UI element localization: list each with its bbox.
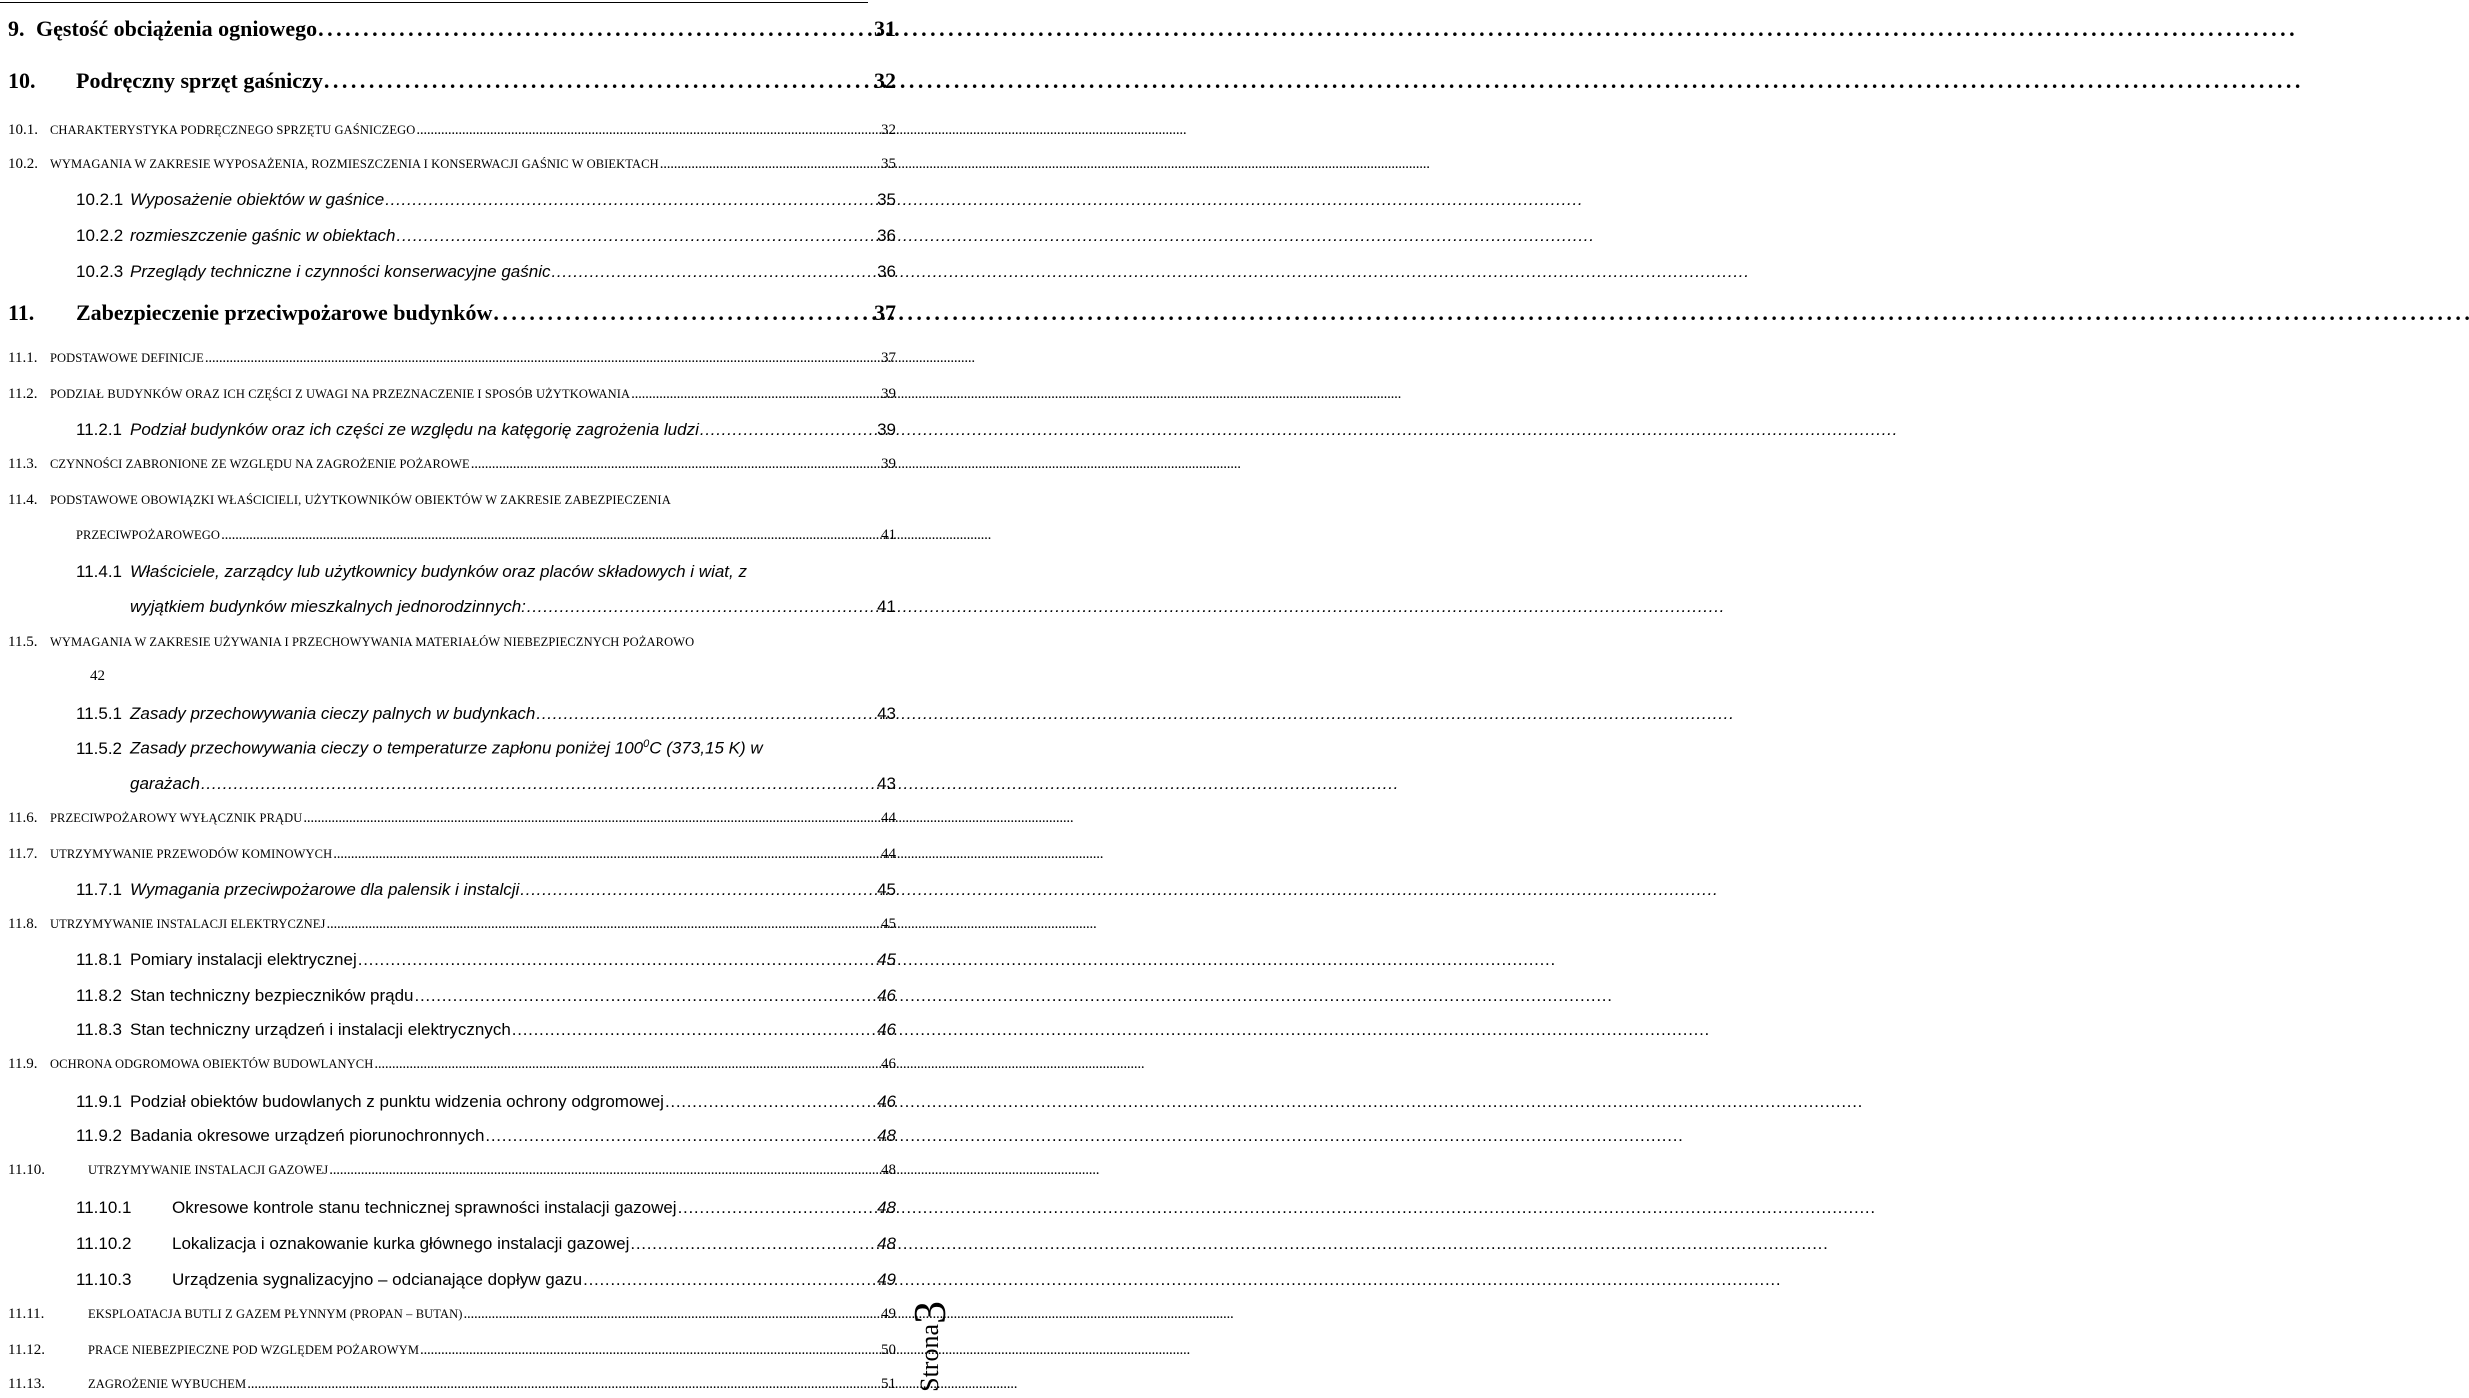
toc-leader-dots (221, 527, 880, 544)
toc-leader-dots (631, 386, 880, 403)
toc-entry-title: Właściciele, zarządcy lub użytkownicy budynków oraz placów składowych i wiat, z (130, 562, 747, 581)
toc-leader-dots (324, 68, 873, 94)
toc-entry-title-continuation: PRZECIWPOŻAROWEGO (76, 528, 221, 542)
toc-entry-page: 49 (881, 1306, 896, 1322)
toc-entry-title: Zasady przechowywania cieczy palnych w budynkach (130, 704, 536, 723)
toc-leader-dots (329, 1162, 880, 1179)
toc-entry-title: Podział budynków oraz ich części ze względu na katęgorię zagrożenia ludzi (130, 420, 699, 439)
toc-entry-page: 39 (877, 420, 896, 439)
toc-entry-page: 39 (881, 456, 896, 472)
toc-entry-continuation[interactable] (130, 774, 896, 794)
toc-entry-number: 11.10. (8, 1162, 45, 1178)
superscript-degree: 0 (643, 738, 650, 750)
toc-entry-title: Wyposażenie obiektów w gaśnice (130, 190, 385, 209)
toc-leader-dots (416, 122, 880, 139)
toc-entry-number: 11.12. (8, 1342, 45, 1358)
toc-leader-dots (420, 1342, 880, 1359)
toc-entry-title: Wymagania przeciwpożarowe dla palensik i instalcji (130, 880, 520, 899)
toc-entry-title-part: C (373,15 K) w (649, 738, 763, 758)
toc-entry-number: 11.7. (8, 846, 38, 862)
toc-entry-page: 36 (877, 226, 896, 245)
toc-entry-page: 41 (881, 527, 896, 543)
toc-entry-page: 48 (881, 1162, 896, 1178)
page-footer-sidebar (903, 1301, 956, 1392)
toc-entry-title: PODSTAWOWE DEFINICJE (50, 351, 204, 365)
toc-entry[interactable] (76, 1092, 896, 1112)
toc-entry-number: 9. (8, 16, 25, 41)
toc-entry-title: Gęstość obciążenia ogniowego (36, 16, 318, 41)
toc-entry[interactable] (8, 492, 896, 509)
toc-entry-page: 43 (877, 704, 896, 723)
toc-entry[interactable] (8, 1306, 896, 1323)
toc-entry-page: 42 (90, 668, 105, 684)
toc-entry-title: Zabezpieczenie przeciwpożarowe budynków (76, 300, 493, 325)
toc-entry[interactable] (76, 190, 896, 210)
toc-entry[interactable] (8, 810, 896, 827)
toc-entry-page: 49 (877, 1270, 896, 1289)
toc-entry-number: 10.1. (8, 122, 38, 138)
toc-entry-number: 10.2.3 (76, 262, 124, 281)
toc-leader-dots (415, 986, 877, 1006)
toc-entry-title: WYMAGANIA W ZAKRESIE UŻYWANIA I PRZECHOWYWANIA MATERIAŁÓW NIEBEZPIECZNYCH POŻAROWO (50, 635, 695, 649)
toc-leader-dots (527, 597, 876, 617)
page-number: 3 (904, 1301, 955, 1325)
toc-entry-page: 46 (881, 1056, 896, 1072)
toc-leader-dots (205, 350, 880, 367)
toc-entry-title: Lokalizacja i oznakowanie kurka głównego instalacji gazowej (172, 1234, 630, 1253)
toc-entry-title: Urządzenia sygnalizacyjno – odcianające dopływ gazu (172, 1270, 583, 1289)
toc-entry-number: 11.2.1 (76, 420, 123, 439)
toc-entry-number: 11.8. (8, 916, 38, 932)
toc-entry-title: PRZECIWPOŻAROWY WYŁĄCZNIK PRĄDU (50, 811, 303, 825)
toc-entry-number: 11.11. (8, 1306, 45, 1322)
toc-entry-number: 10.2.2 (76, 226, 124, 245)
toc-entry[interactable] (8, 846, 896, 863)
toc-entry[interactable] (8, 68, 896, 94)
toc-entry[interactable] (8, 1056, 896, 1073)
toc-entry-page: 37 (881, 350, 896, 366)
toc-entry[interactable] (76, 986, 896, 1006)
toc-entry[interactable] (76, 1020, 896, 1040)
toc-entry[interactable] (76, 1126, 896, 1146)
toc-entry-title: CHARAKTERYSTYKA PODRĘCZNEGO SPRZĘTU GAŚNICZEGO (50, 123, 416, 137)
toc-entry-title: rozmieszczenie gaśnic w obiektach (130, 226, 396, 245)
toc-entry-number: 11.7.1 (76, 880, 123, 899)
toc-entry-number: 11.8.2 (76, 986, 123, 1005)
toc-leader-dots (385, 190, 876, 210)
toc-entry-page: 46 (877, 986, 896, 1005)
toc-entry-page: 51 (881, 1376, 896, 1392)
toc-entry[interactable] (8, 16, 896, 42)
toc-entry[interactable] (76, 950, 896, 970)
toc-entry-title: UTRZYMYWANIE INSTALACJI GAZOWEJ (88, 1163, 329, 1177)
toc-entry-title-continuation: garażach (130, 774, 200, 793)
toc-entry[interactable] (8, 350, 896, 367)
toc-entry[interactable] (76, 262, 896, 282)
toc-leader-dots (318, 16, 873, 42)
toc-entry-title: Przeglądy techniczne i czynności konserwacyjne gaśnic (130, 262, 551, 281)
toc-entry-number: 10.2.1 (76, 190, 124, 209)
toc-entry[interactable] (8, 386, 896, 403)
toc-entry[interactable] (8, 156, 896, 173)
toc-entry-title: OCHRONA ODGROMOWA OBIEKTÓW BUDOWLANYCH (50, 1057, 374, 1071)
toc-entry-title: Stan techniczny urządzeń i instalacji elektrycznych (130, 1020, 511, 1039)
toc-entry[interactable] (76, 562, 896, 582)
toc-entry[interactable] (76, 738, 896, 759)
toc-entry[interactable] (76, 1198, 896, 1218)
toc-leader-dots (247, 1376, 880, 1393)
toc-entry-title: CZYNNOŚCI ZABRONIONE ZE WZGLĘDU NA ZAGROŻENIE POŻAROWE (50, 457, 470, 471)
toc-leader-dots (303, 810, 880, 827)
toc-entry-number: 11.9.1 (76, 1092, 123, 1111)
toc-entry[interactable] (8, 1342, 896, 1359)
toc-entry-page-line[interactable] (90, 668, 105, 685)
toc-entry-number: 11.10.3 (76, 1270, 132, 1289)
toc-entry[interactable] (8, 1376, 896, 1393)
toc-entry-title: Podział obiektów budowlanych z punktu widzenia ochrony odgromowej (130, 1092, 664, 1111)
toc-entry[interactable] (8, 1162, 896, 1179)
toc-entry-page: 45 (877, 950, 896, 969)
toc-leader-dots (551, 262, 876, 282)
toc-entry-page: 44 (881, 846, 896, 862)
toc-entry-title: Podręczny sprzęt gaśniczy (76, 68, 323, 93)
toc-entry-title: Stan techniczny bezpieczników prądu (130, 986, 414, 1005)
toc-entry-page: 44 (881, 810, 896, 826)
toc-entry[interactable] (76, 226, 896, 246)
toc-entry-number: 11.10.1 (76, 1198, 132, 1217)
toc-entry[interactable] (8, 122, 896, 139)
toc-entry-page: 48 (877, 1198, 896, 1217)
toc-entry-number: 11.8.1 (76, 950, 123, 969)
toc-entry-page: 37 (874, 300, 896, 325)
toc-entry-page: 32 (881, 122, 896, 138)
toc-entry[interactable] (8, 634, 896, 651)
toc-entry-title: PODSTAWOWE OBOWIĄZKI WŁAŚCICIELI, UŻYTKOWNIKÓW OBIEKTÓW W ZAKRESIE ZABEZPIECZENIA (50, 493, 671, 507)
toc-entry-number: 11.5.1 (76, 704, 123, 723)
toc-entry-page: 31 (874, 16, 896, 41)
toc-entry-number: 11.2. (8, 386, 38, 402)
toc-entry-number: 11.5. (8, 634, 38, 650)
toc-entry-number: 11.4.1 (76, 562, 123, 581)
toc-leader-dots (536, 704, 876, 724)
toc-leader-dots (665, 1092, 876, 1112)
toc-leader-dots (464, 1306, 880, 1323)
toc-entry-continuation[interactable] (130, 597, 896, 617)
toc-entry-page: 48 (877, 1234, 896, 1253)
toc-entry-page: 35 (881, 156, 896, 172)
page-label: Strona (915, 1324, 944, 1392)
toc-entry[interactable] (76, 420, 896, 440)
toc-entry-title (130, 738, 763, 759)
toc-entry-page: 39 (881, 386, 896, 402)
toc-entry[interactable] (8, 300, 896, 326)
toc-leader-dots (678, 1198, 876, 1218)
toc-leader-dots (493, 300, 873, 326)
toc-entry-number: 11.3. (8, 456, 38, 472)
toc-entry[interactable] (8, 916, 896, 933)
toc-leader-dots (660, 156, 880, 173)
toc-entry-page: 46 (877, 1020, 896, 1039)
toc-entry-number: 11.8.3 (76, 1020, 123, 1039)
toc-leader-dots (358, 950, 876, 970)
toc-leader-dots (512, 1020, 876, 1040)
toc-entry-number: 11.9.2 (76, 1126, 123, 1145)
toc-entry-page: 45 (877, 880, 896, 899)
toc-entry-number: 10. (8, 68, 36, 93)
toc-entry-title: Okresowe kontrole stanu technicznej sprawności instalacji gazowej (172, 1198, 677, 1217)
toc-entry-number: 11.1. (8, 350, 38, 366)
toc-entry-number: 11.5.2 (76, 738, 123, 758)
toc-entry-title: PRACE NIEBEZPIECZNE POD WZGLĘDEM POŻAROWYM (88, 1343, 420, 1357)
toc-entry-title: Pomiary instalacji elektrycznej (130, 950, 357, 969)
toc-entry-number: 11.9. (8, 1056, 38, 1072)
toc-entry-page: 43 (877, 774, 896, 793)
toc-entry-number: 11.10.2 (76, 1234, 132, 1253)
toc-entry-number: 11.6. (8, 810, 38, 826)
toc-leader-dots (520, 880, 876, 900)
toc-entry[interactable] (76, 880, 896, 900)
toc-entry[interactable] (76, 704, 896, 724)
toc-entry-title: UTRZYMYWANIE PRZEWODÓW KOMINOWYCH (50, 847, 333, 861)
toc-entry-title: Badania okresowe urządzeń piorunochronnych (130, 1126, 485, 1145)
toc-entry[interactable] (76, 1234, 896, 1254)
toc-leader-dots (485, 1126, 876, 1146)
toc-entry-number: 11. (8, 300, 35, 325)
toc-entry-page: 46 (877, 1092, 896, 1111)
toc-entry-number: 11.4. (8, 492, 38, 508)
toc-entry[interactable] (8, 456, 896, 473)
toc-entry-title: WYMAGANIA W ZAKRESIE WYPOSAŻENIA, ROZMIESZCZENIA I KONSERWACJI GAŚNIC W OBIEKTACH (50, 157, 659, 171)
toc-entry-page: 45 (881, 916, 896, 932)
toc-entry-title: UTRZYMYWANIE INSTALACJI ELEKTRYCZNEJ (50, 917, 326, 931)
toc-entry-number: 11.13. (8, 1376, 45, 1392)
toc-entry-page: 48 (877, 1126, 896, 1145)
toc-entry-page: 36 (877, 262, 896, 281)
toc-entry-title-part: Zasady przechowywania cieczy o temperaturze zapłonu poniżej 100 (130, 738, 644, 758)
toc-entry-title: PODZIAŁ BUDYNKÓW ORAZ ICH CZĘŚCI Z UWAGI NA PRZEZNACZENIE I SPOSÓB UŻYTKOWANIA (50, 387, 631, 401)
toc-entry-title: EKSPLOATACJA BUTLI Z GAZEM PŁYNNYM (PROPAN – BUTAN) (88, 1307, 463, 1321)
toc-entry-title-continuation: wyjątkiem budynków mieszkalnych jednorodzinnych: (130, 597, 526, 616)
toc-entry-page: 35 (877, 190, 896, 209)
toc-entry-page: 41 (877, 597, 896, 616)
toc-leader-dots (333, 846, 880, 863)
toc-leader-dots (327, 916, 881, 933)
toc-entry-title: ZAGROŻENIE WYBUCHEM (88, 1377, 247, 1391)
toc-leader-dots (201, 774, 876, 794)
table-of-contents (0, 0, 960, 1398)
toc-leader-dots (374, 1056, 880, 1073)
toc-entry[interactable] (76, 1270, 896, 1290)
toc-entry-number: 10.2. (8, 156, 38, 172)
toc-leader-dots (397, 226, 877, 246)
toc-entry-page: 32 (874, 68, 896, 93)
toc-leader-dots (583, 1270, 876, 1290)
toc-entry-page: 50 (881, 1342, 896, 1358)
toc-leader-dots (700, 420, 876, 440)
toc-entry-continuation[interactable] (76, 527, 896, 544)
toc-leader-dots (630, 1234, 876, 1254)
toc-leader-dots (471, 456, 880, 473)
